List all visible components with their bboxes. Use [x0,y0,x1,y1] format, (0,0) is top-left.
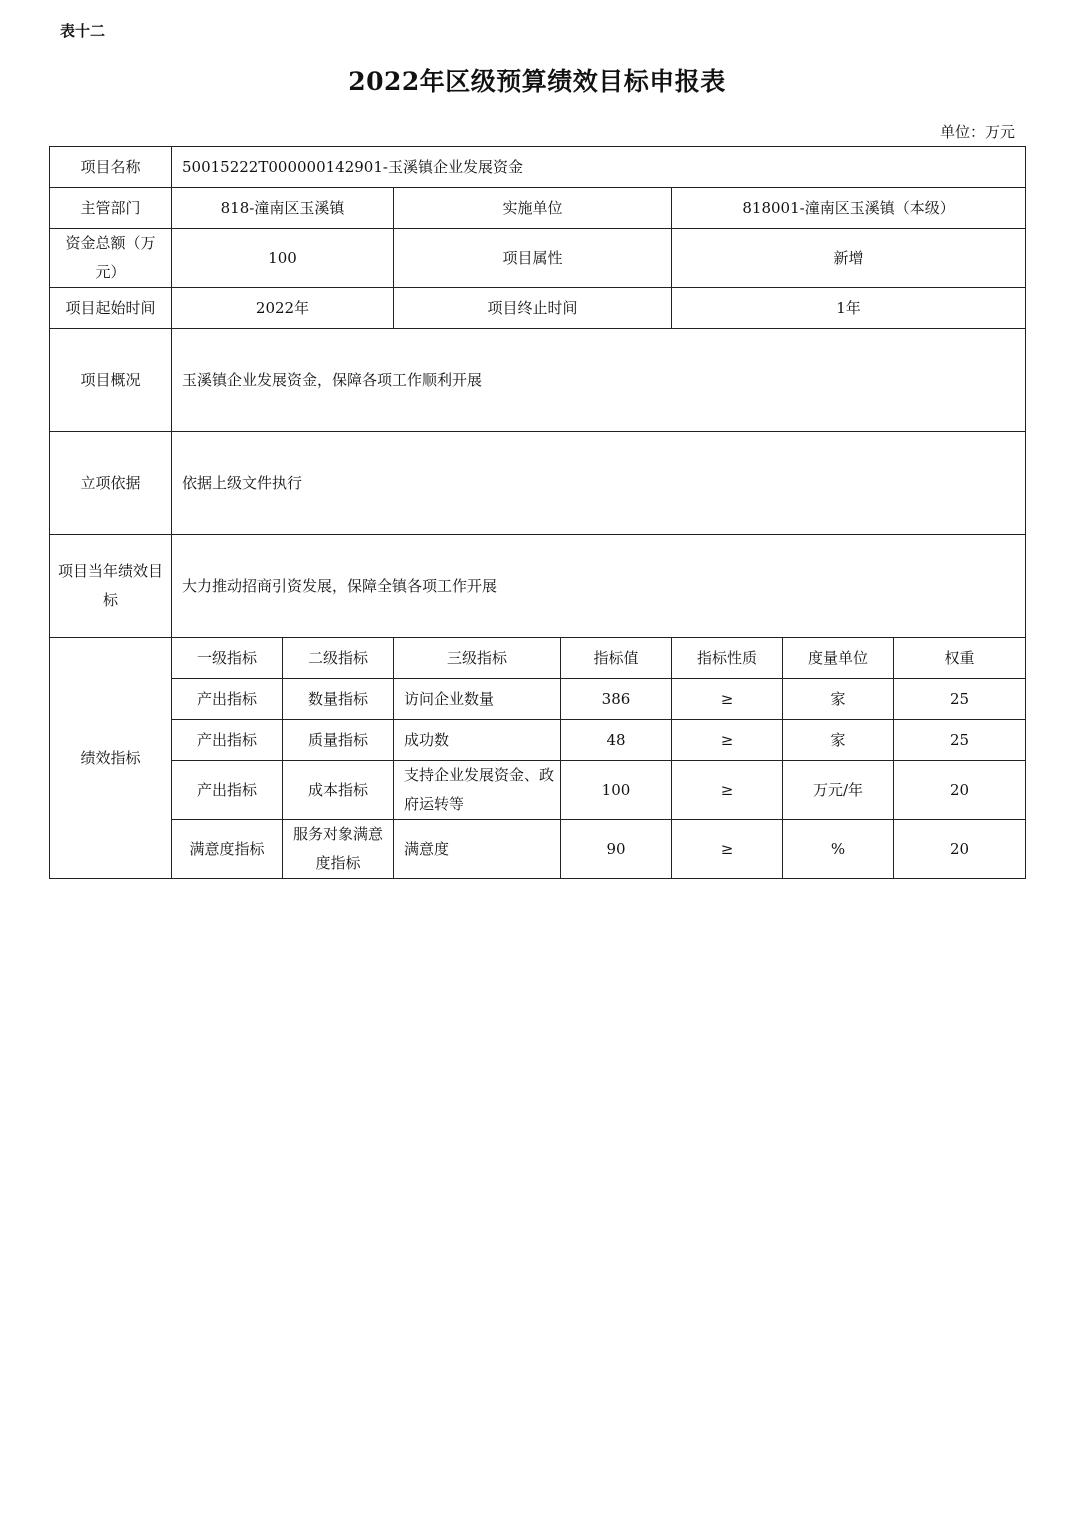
annual-goal-value: 大力推动招商引资发展，保障全镇各项工作开展 [172,535,1026,638]
indicator-level2: 数量指标 [283,679,394,720]
basis-value: 依据上级文件执行 [172,432,1026,535]
overview-value: 玉溪镇企业发展资金，保障各项工作顺利开展 [172,329,1026,432]
indicator-level2: 成本指标 [283,761,394,820]
indicator-level3: 访问企业数量 [394,679,561,720]
start-time-label: 项目起始时间 [50,288,172,329]
document-title: 2022年区级预算绩效目标申报表 [348,67,726,96]
project-attr-label: 项目属性 [394,229,672,288]
indicator-level1: 产出指标 [172,679,283,720]
indicator-level2: 质量指标 [283,720,394,761]
indicator-value: 90 [561,820,672,879]
indicator-row [50,820,1026,879]
indicator-header-row [50,638,1026,679]
indicator-nature: ≥ [672,720,783,761]
row-department [50,188,1026,229]
indicator-level1: 满意度指标 [172,820,283,879]
indicator-value: 386 [561,679,672,720]
basis-label: 立项依据 [50,432,172,535]
table-number-label: 表十二 [60,22,106,40]
indicator-weight: 25 [894,679,1026,720]
header-weight: 权重 [894,638,1026,679]
indicator-nature: ≥ [672,761,783,820]
indicator-nature: ≥ [672,820,783,879]
indicator-section-label: 绩效指标 [50,638,172,879]
indicator-weight: 20 [894,761,1026,820]
indicator-unit: 万元/年 [783,761,894,820]
indicator-level3: 支持企业发展资金、政府运转等 [394,761,561,820]
header-level2: 二级指标 [283,638,394,679]
indicator-row [50,761,1026,820]
indicator-level3: 成功数 [394,720,561,761]
impl-unit-value: 818001-潼南区玉溪镇（本级） [672,188,1026,229]
row-amount [50,229,1026,288]
project-name-label: 项目名称 [50,147,172,188]
end-time-label: 项目终止时间 [394,288,672,329]
overview-label: 项目概况 [50,329,172,432]
dept-label: 主管部门 [50,188,172,229]
header-level3: 三级指标 [394,638,561,679]
header-nature: 指标性质 [672,638,783,679]
indicator-value: 48 [561,720,672,761]
amount-value: 100 [172,229,394,288]
row-period [50,288,1026,329]
indicator-unit: 家 [783,679,894,720]
project-name-value: 50015222T000000142901-玉溪镇企业发展资金 [172,147,1026,188]
indicator-unit: 家 [783,720,894,761]
header-value: 指标值 [561,638,672,679]
performance-target-form [49,146,1026,879]
amount-label: 资金总额（万元） [50,229,172,288]
impl-unit-label: 实施单位 [394,188,672,229]
project-attr-value: 新增 [672,229,1026,288]
header-level1: 一级指标 [172,638,283,679]
indicator-nature: ≥ [672,679,783,720]
start-time-value: 2022年 [172,288,394,329]
indicator-unit: % [783,820,894,879]
indicator-level1: 产出指标 [172,720,283,761]
indicator-level1: 产出指标 [172,761,283,820]
row-annual-goal [50,535,1026,638]
indicator-weight: 20 [894,820,1026,879]
dept-value: 818-潼南区玉溪镇 [172,188,394,229]
indicator-value: 100 [561,761,672,820]
end-time-value: 1年 [672,288,1026,329]
row-project-name [50,147,1026,188]
row-basis [50,432,1026,535]
annual-goal-label: 项目当年绩效目标 [50,535,172,638]
indicator-row [50,679,1026,720]
header-unit: 度量单位 [783,638,894,679]
row-overview [50,329,1026,432]
unit-note: 单位：万元 [939,123,1015,141]
indicator-weight: 25 [894,720,1026,761]
indicator-level3: 满意度 [394,820,561,879]
indicator-row [50,720,1026,761]
indicator-level2: 服务对象满意度指标 [283,820,394,879]
